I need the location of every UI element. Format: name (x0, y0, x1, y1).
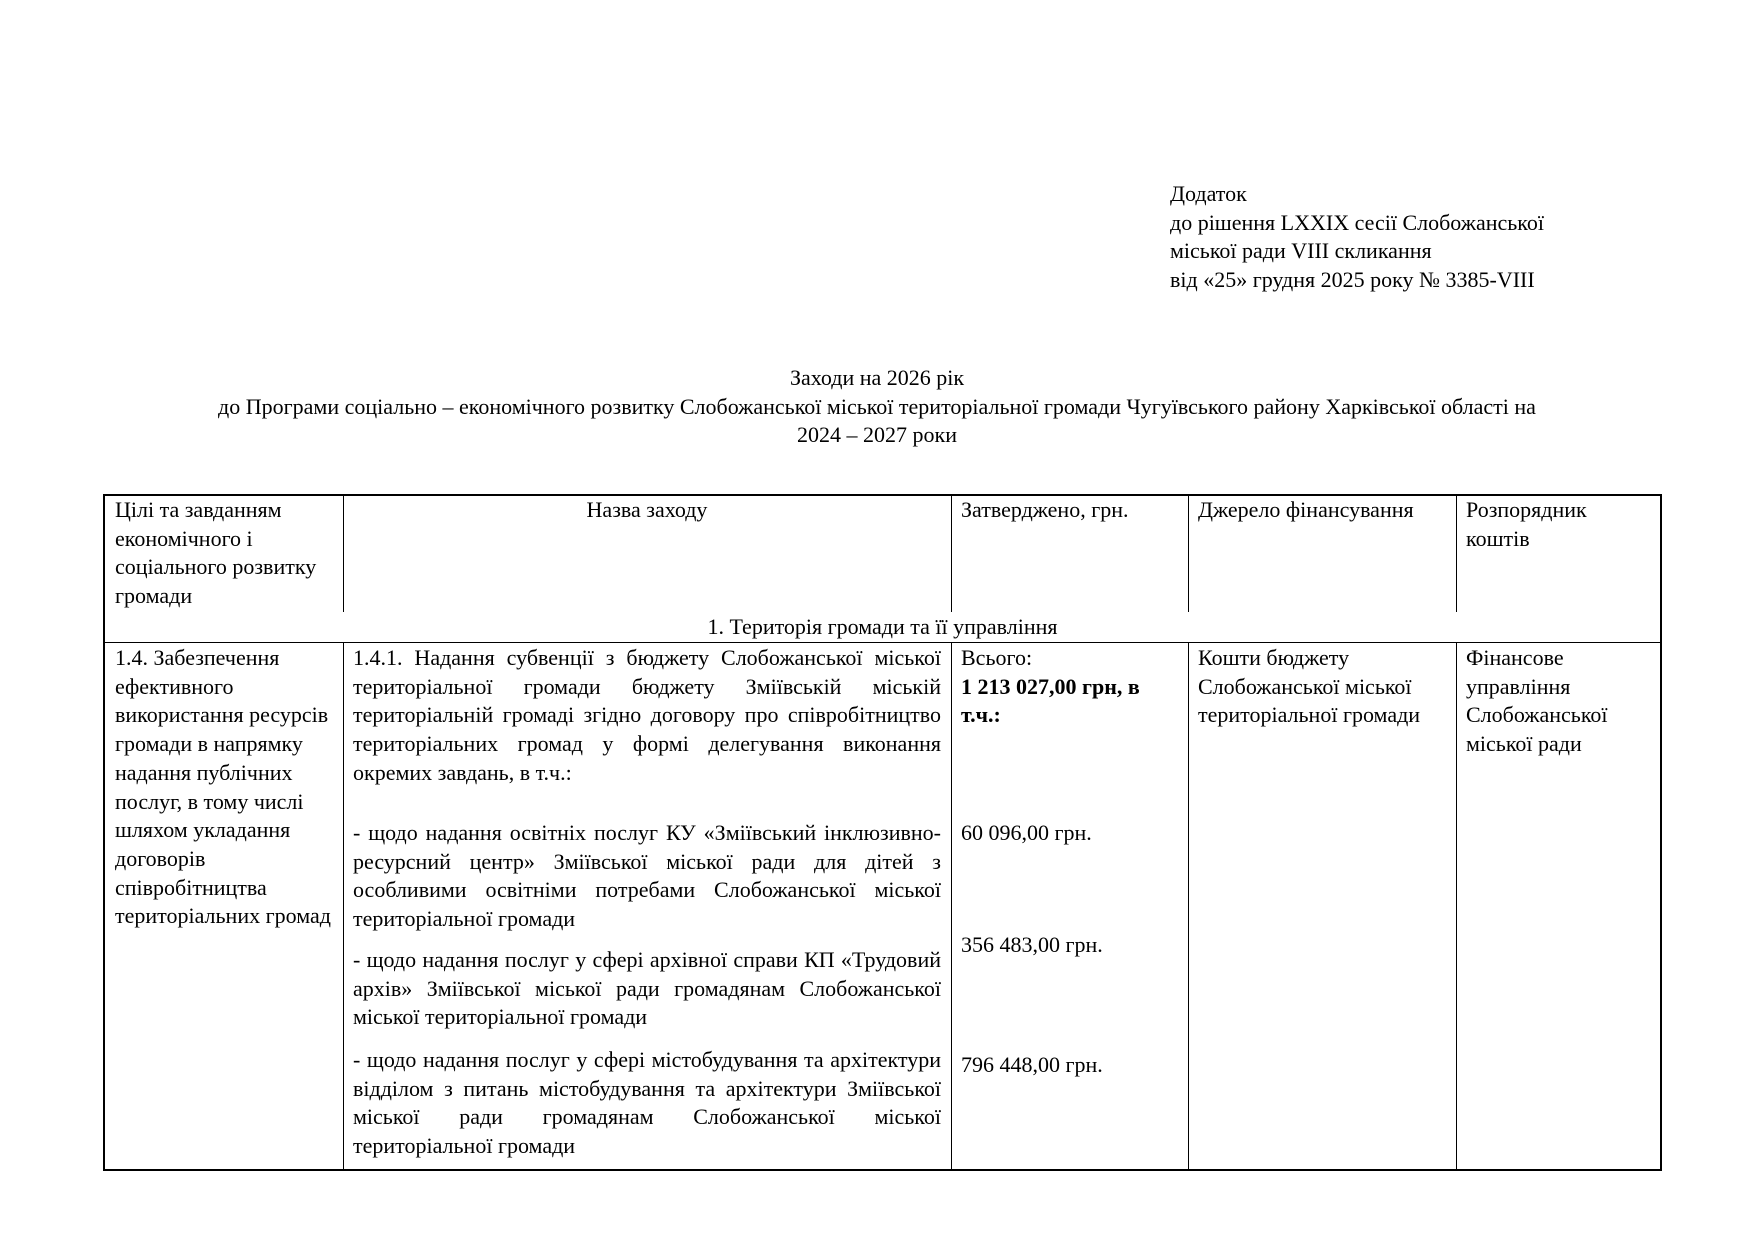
amount: 796 448,00 грн. (961, 1052, 1103, 1077)
title-line: Заходи на 2026 рік (789, 365, 965, 390)
divider (1456, 496, 1457, 1169)
section-row (105, 612, 1660, 642)
divider (1188, 496, 1189, 1169)
measures-table (103, 494, 1662, 1171)
header-measure-name: Назва заходу (586, 497, 708, 522)
document-title (0, 364, 1754, 450)
header-funding-source: Джерело фінансування (1198, 497, 1414, 522)
total-cell (951, 644, 1188, 730)
amount: 60 096,00 грн. (961, 820, 1092, 845)
header-goals: Цілі та завданням економічного і соціального розвитку громади (115, 497, 317, 609)
header-fund-manager: Розпорядник коштів (1466, 497, 1587, 551)
total-value: 1 213 027,00 грн, в т.ч.: (961, 673, 1140, 728)
addendum-line: від «25» грудня 2025 року № 3385-VIII (1170, 267, 1535, 293)
addendum-line: Додаток (1170, 181, 1247, 206)
header-approved: Затверджено, грн. (961, 497, 1129, 522)
section-title: 1. Територія громади та її управління (707, 614, 1058, 639)
measure-item: - щодо надання освітніх послуг КУ «Зміївський інклюзивно- ресурсний центр» Зміївської міської ради для дітей з особливими освітніми потребами Слобожанської міської територіальної громади (353, 820, 941, 932)
addendum-block (1170, 180, 1544, 295)
measure-main: 1.4.1. Надання субвенції з бюджету Слобожанської міської територіальної громади бюджету Зміївській міській територіальній громаді згідно договору про співробітництво територіальних громад у формі делегування виконання окремих завдань, в т.ч.: (353, 645, 941, 785)
amount: 356 483,00 грн. (961, 932, 1103, 957)
title-line: до Програми соціально – економічного розвитку Слобожанської міської територіальної громади Чугуївського району Харківської області на (218, 393, 1536, 419)
measure-item: - щодо надання послуг у сфері архівної справи КП «Трудовий архів» Зміївської міської ради громадянам Слобожанської міської територіальної громади (353, 947, 941, 1030)
addendum-line: до рішення LXXIX сесії Слобожанської (1170, 209, 1544, 235)
measure-item: - щодо надання послуг у сфері містобудування та архітектури відділом з питань містобудування та архітектури Зміївської міської ради громадянам Слобожанської міської територіальної громади (353, 1047, 941, 1159)
total-label: Всього: (961, 645, 1033, 670)
fund-manager: Фінансове управління Слобожанської міської ради (1466, 645, 1608, 757)
addendum-line: міської ради VIII скликання (1170, 238, 1432, 264)
title-line: 2024 – 2027 роки (797, 422, 957, 448)
funding-source: Кошти бюджету Слобожанської міської територіальної громади (1198, 645, 1421, 728)
goal-cell: 1.4. Забезпечення ефективного використання ресурсів громади в напрямку надання публічних послуг, в тому числі шляхом укладання договорів співробітництва територіальних громад (115, 645, 331, 929)
divider (105, 642, 1660, 643)
